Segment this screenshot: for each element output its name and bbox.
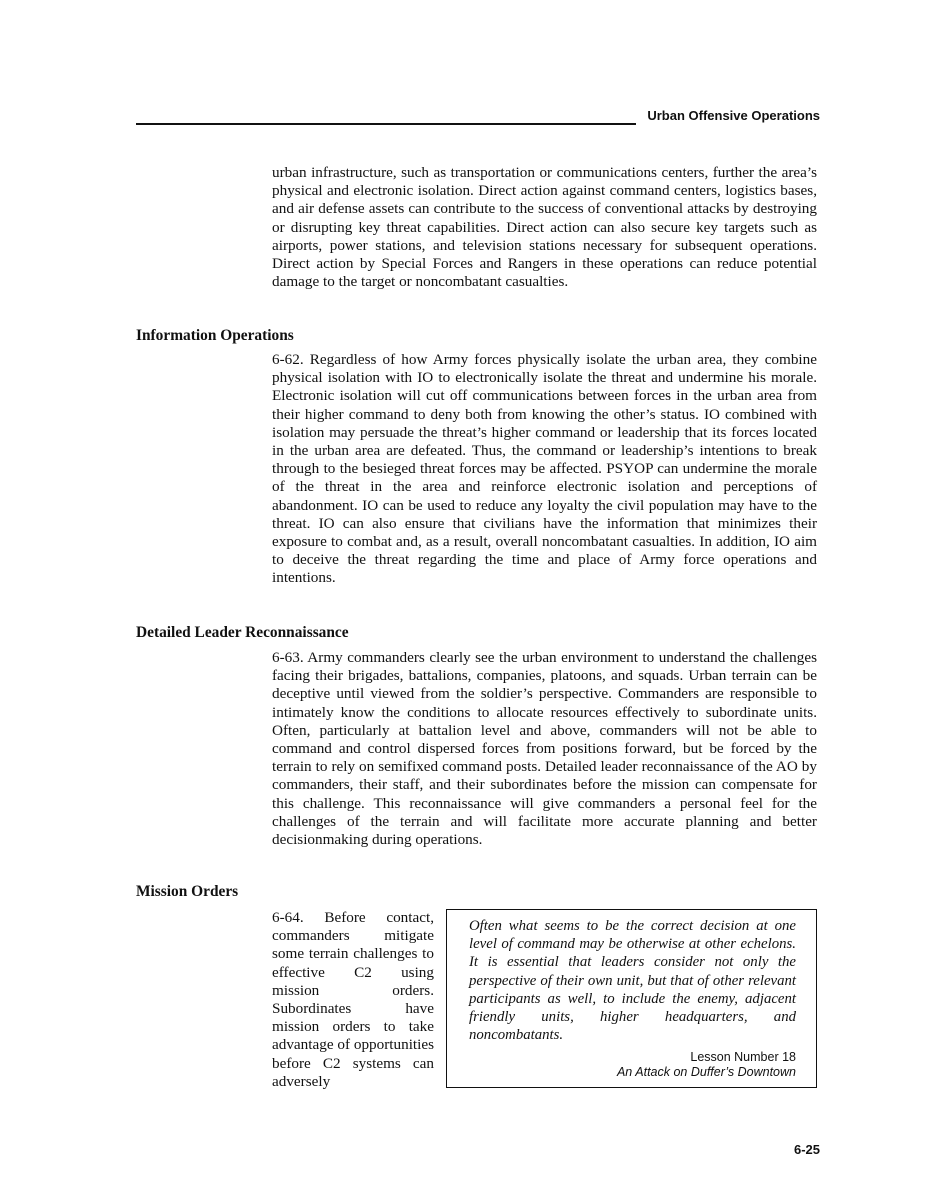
paragraph-6-64: 6-64. Before contact, commanders mitigate some terrain challenges to effective C2 using mission orders. Subordinates have mission orders to take advantage of opportunities before C2 systems can adversely (272, 909, 434, 1090)
quote-source-title: An Attack on Duffer’s Downtown (616, 1065, 796, 1080)
running-head: Urban Offensive Operations (647, 108, 820, 123)
header-rule (136, 123, 636, 125)
quote-box (446, 909, 817, 1088)
paragraph-6-62: 6-62. Regardless of how Army forces physically isolate the urban area, they combine physical isolation with IO to electronically isolate the threat and undermine his morale. Electronic isolation will cut off communications between forces in the urban area from their higher command to deny both from knowing the other’s status. IO combined with isolation may persuade the threat’s higher command or leadership that its forces located in the urban area are defeated. Thus, the command or leadership’s intentions to break through to the besieged threat forces may be affected. PSYOP can undermine the morale of the threat in the area and reinforce electronic isolation and perceptions of abandonment. IO can be used to reduce any loyalty the civil population may have to the threat. IO can also ensure that civilians have the information that minimizes their exposure to combat and, as a result, overall noncombatant casualties. In addition, IO aim to deceive the threat regarding the time and place of Army force operations and intentions. (272, 351, 817, 587)
heading-information-operations: Information Operations (136, 327, 294, 344)
page-number: 6-25 (793, 1142, 820, 1157)
paragraph-6-63: 6-63. Army commanders clearly see the urban environment to understand the challenges facing their brigades, battalions, companies, platoons, and squads. Urban terrain can be deceptive until viewed from the soldier’s perspective. Commanders are responsible to intimately know the conditions to allocate resources effectively to subordinate units. Often, particularly at battalion level and above, commanders will not be able to command and control dispersed forces from positions forward, but be forced by the terrain to rely on semifixed command posts. Detailed leader reconnaissance of the AO by commanders, their staff, and their subordinates before the mission can compensate for this challenge. This reconnaissance will give commanders a personal feel for the challenges of the terrain and will facilitate more accurate planning and better decisionmaking during operations. (272, 649, 817, 849)
quote-source (469, 1050, 796, 1080)
heading-mission-orders: Mission Orders (136, 883, 239, 900)
quote-text: Often what seems to be the correct decision at one level of command may be otherwise at other echelons. It is essential that leaders consider not only the perspective of their own unit, but that of other relevant participants as well, to include the enemy, adjacent friendly units, higher headquarters, and noncombatants. (469, 918, 796, 1044)
quote-source-label: Lesson Number 18 (690, 1050, 796, 1065)
intro-paragraph: urban infrastructure, such as transportation or communications centers, further the area’s physical and electronic isolation. Direct action against command centers, logistics bases, and air defense assets can contribute to the success of conventional attacks by destroying or disrupting key threat capabilities. Direct action can also secure key targets such as airports, power stations, and television stations necessary for subsequent operations. Direct action by Special Forces and Rangers in these operations can reduce potential damage to the target or noncombatant casualties. (272, 164, 817, 291)
heading-detailed-leader-reconnaissance: Detailed Leader Reconnaissance (136, 624, 349, 641)
